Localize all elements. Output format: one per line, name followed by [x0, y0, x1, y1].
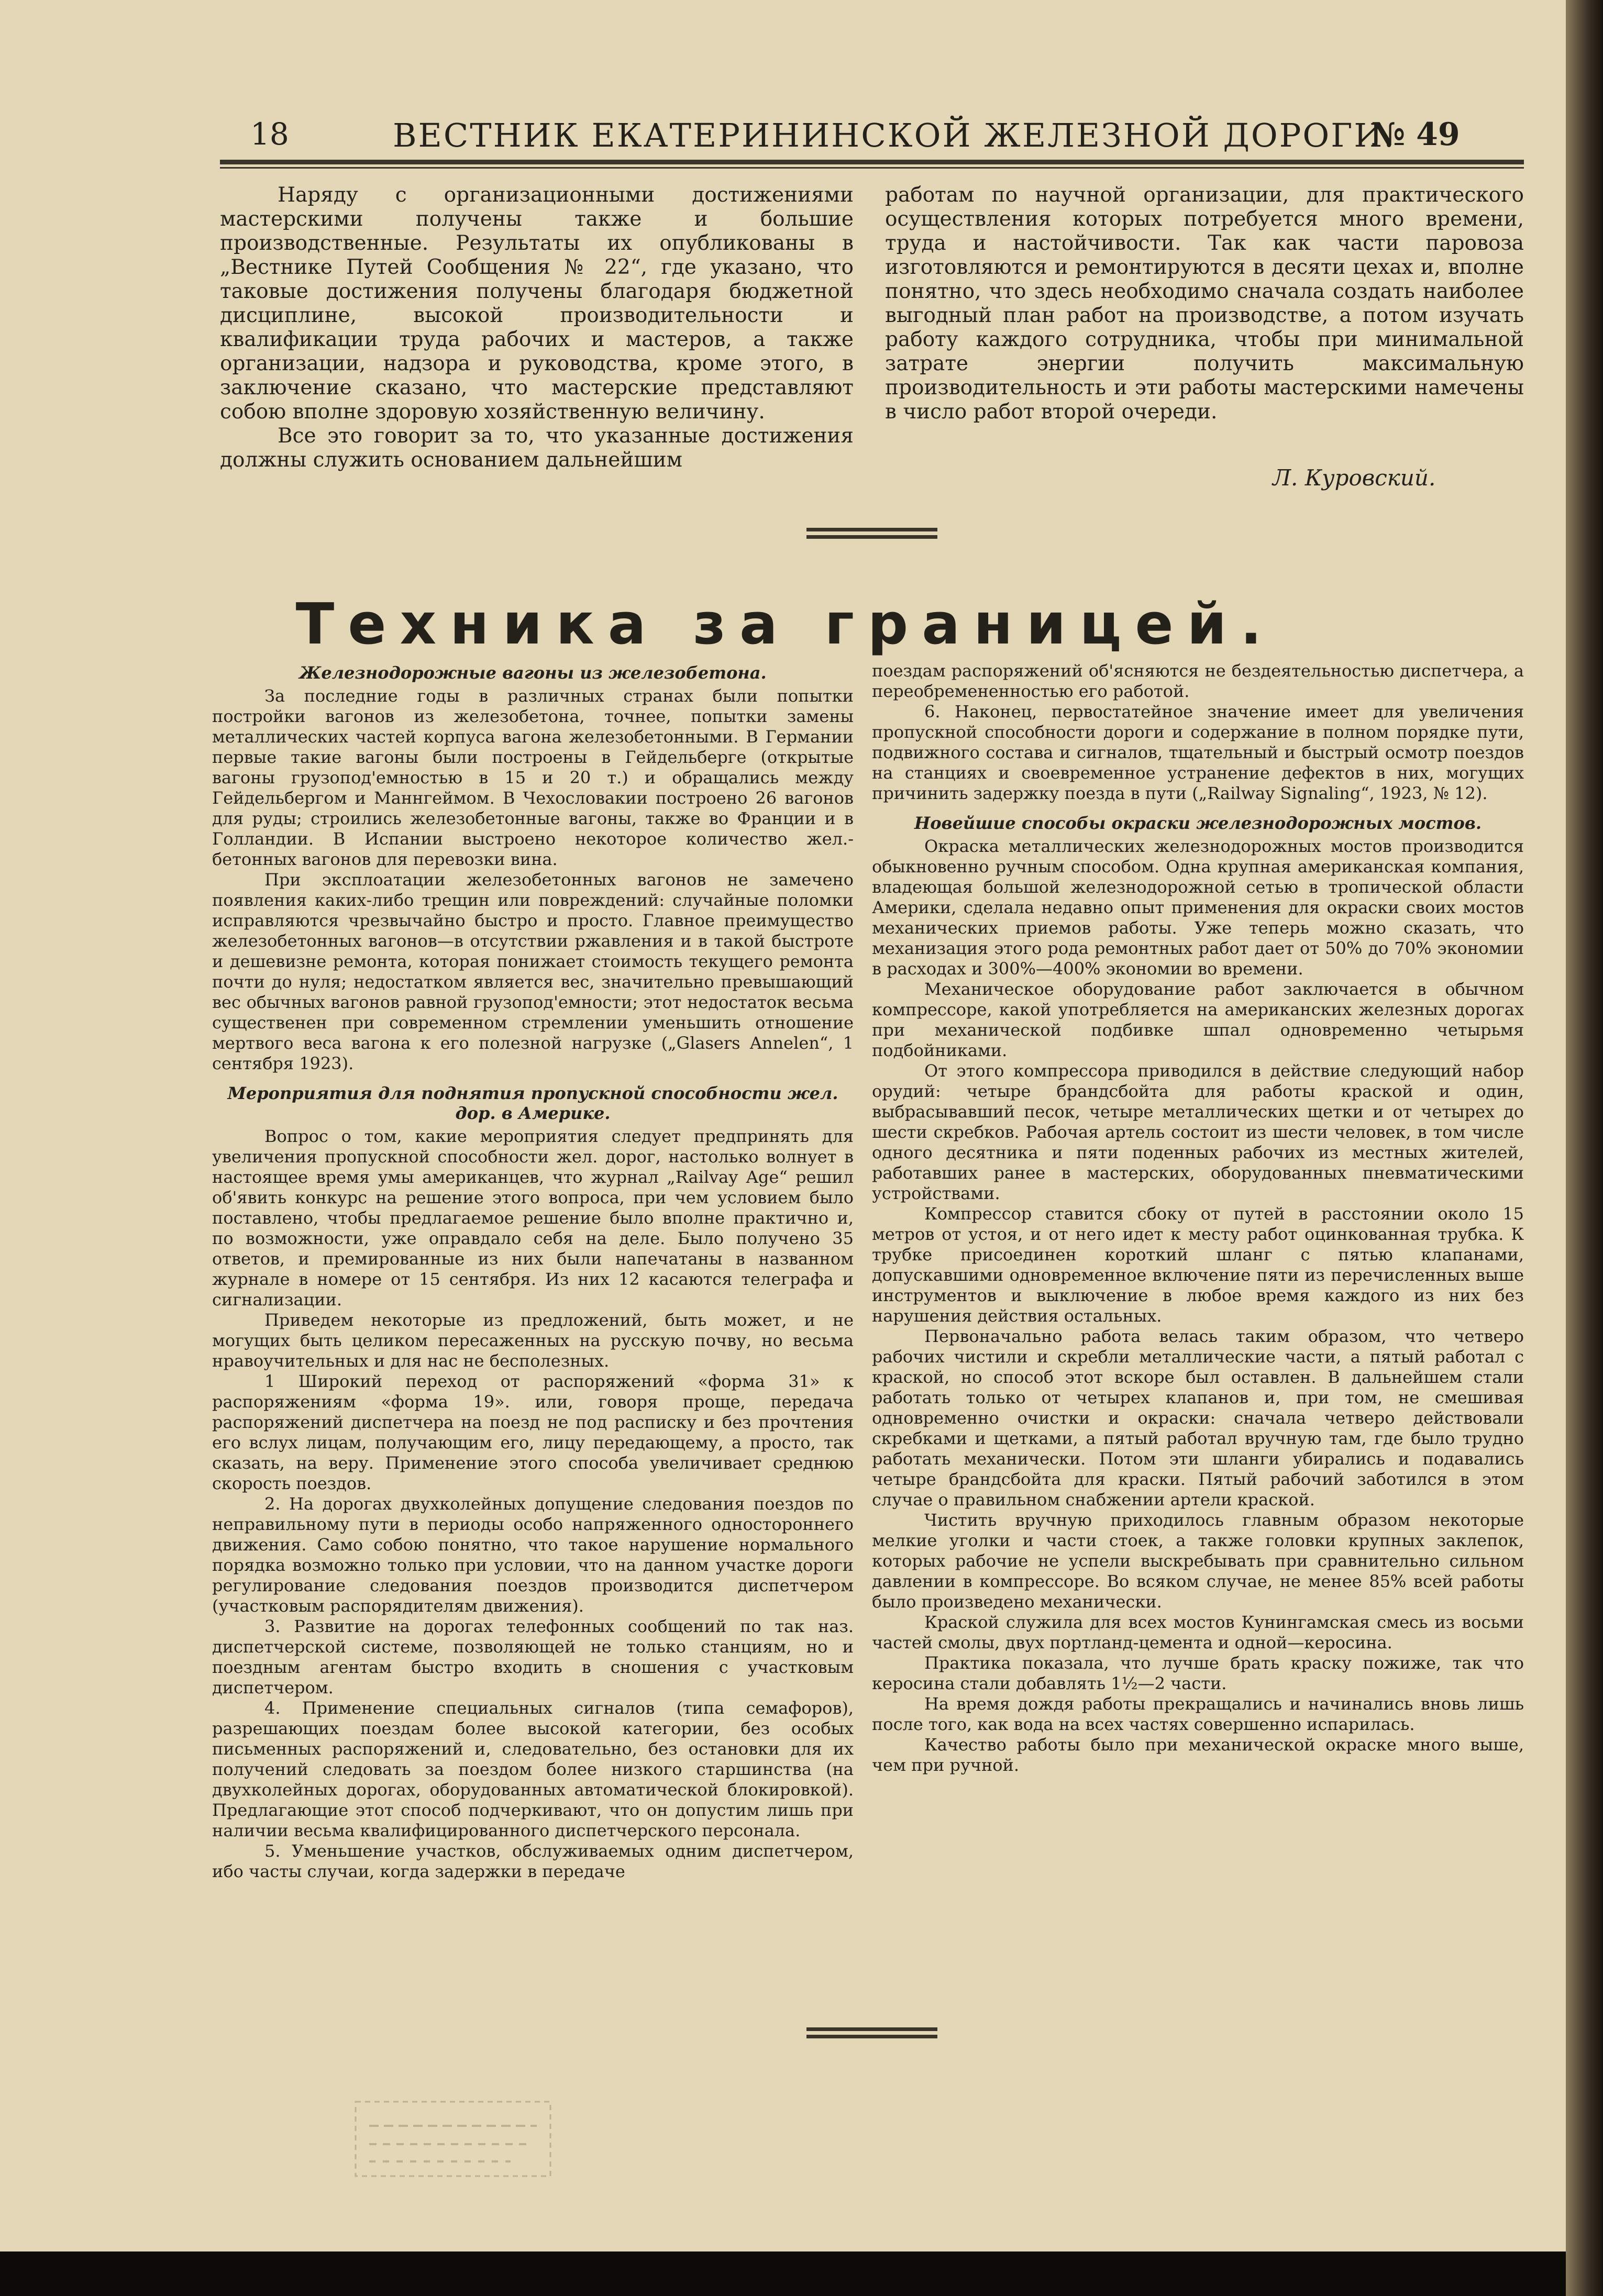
book-spine-edge [1566, 0, 1603, 2296]
paragraph: Вопрос о том, какие мероприятия следует предпринять для увеличения пропускной способности жел. дорог, настолько волнует в настоящее время умы американцев, что журнал „Railvay Age“ решил об'явить конкурс на решение этого вопроса, при чем условием было поставлено, чтобы предлагаемое решение было вполне практично и, по возможности, уже оправдало себя на деле. Было получено 35 ответов, и премированные из них были напечатаны в названном журнале в номере от 15 сентября. Из них 12 касаются телеграфа и сигнализации. [212, 1126, 854, 1310]
lower-right-column [872, 661, 1524, 1776]
paragraph: Механическое оборудование работ заключается в обычном компрессоре, какой употребляется на американских железных дорогах при механической подбивке шпал одновременно четырьмя подбойниками. [872, 979, 1524, 1060]
article-heading: Мероприятия для поднятия пропускной способности жел. дор. в Америке. [227, 1083, 838, 1123]
paragraph: 1 Широкий переход от распоряжений «форма 31» к распоряжениям «форма 19». или, говоря проще, передача распоряжений диспетчера на поезд не под расписку и без прочтения его вслух лицам, получающим его, лицу передающему, а просто, так сказать, на веру. Применение этого способа увеличивает среднюю скорость поездов. [212, 1371, 854, 1493]
paragraph: работам по научной организации, для практического осуществления которых потребуется много времени, труда и настойчивости. Так как части паровоза изготовляются и ремонтируются в десяти цехах и, вполне понятно, что здесь необходимо сначала создать наиболее выгодный план работ на производстве, а потом изучать работу каждого сотрудника, чтобы при минимальной затрате энергии получить максимальную производительность и эти работы мастерскими намечены в число работ второй очереди. [885, 183, 1524, 424]
paragraph: поездам распоряжений об'ясняются не бездеятельностью диспетчера, а переобремененностью его работой. [872, 661, 1524, 701]
section-divider [806, 528, 937, 531]
issue-number: № 49 [1371, 116, 1460, 153]
paragraph: 6. Наконец, первостатейное значение имеет для увеличения пропускной способности дороги и содержание в полном порядке пути, подвижного состава и сигналов, тщательный и быстрый осмотр поездов на станциях и своевременное устранение дефектов в них, могущих причинить задержку поезда в пути („Railway Signaling“, 1923, № 12). [872, 702, 1524, 803]
paragraph: Приведем некоторые из предложений, быть может, и не могущих быть целиком пересаженных на русскую почву, но весьма нравоучительных и для нас не бесполезных. [212, 1310, 854, 1371]
upper-article-right-column [885, 183, 1524, 424]
upper-article-left-column [220, 183, 854, 472]
paragraph: Чистить вручную приходилось главным образом некоторые мелкие уголки и части стоек, а также головки крупных заклепок, которых рабочие не успели выскребывать при сравнительно сильном давлении в компрессоре. Во всяком случае, не менее 85% всей работы было произведено механически. [872, 1510, 1524, 1612]
paragraph: Компрессор ставится сбоку от путей в расстоянии около 15 метров от устоя, и от него идет к месту работ оцинкованная трубка. К трубке присоединен короткий шланг с пятью клапанами, допускавшими одновременное включение пяти из перечисленных выше инструментов и выключение в любое время каждого из них без нарушения действия остальных. [872, 1204, 1524, 1326]
paragraph: 4. Применение специальных сигналов (типа семафоров), разрешающих поездам более высокой категории, без особых письменных распоряжений и, следовательно, без остановки для их получений следовать за поездом более низкого старшинства (на двухколейных дорогах, оборудованных автоматической блокировкой). Предлагающие этот способ подчеркивают, что он допустим лишь при наличии весьма квалифицированного диспетчерского персонала. [212, 1698, 854, 1840]
end-divider [806, 2035, 937, 2038]
author-signature: Л. Куровский. [1273, 465, 1436, 491]
faded-library-stamp [353, 2100, 552, 2178]
paragraph: От этого компрессора приводился в действие следующий набор орудий: четыре брандсбойта для работы краской и один, выбрасывавший песок, четыре металлических щетки и от четырех до шести скребков. Рабочая артель состоит из шести человек, в том числе одного десятника и пяти поденных рабочих из местных жителей, работавших ранее в мастерских, оборудованных пневматическими устройствами. [872, 1061, 1524, 1203]
section-title: Техника за границей. [295, 592, 1276, 657]
section-divider [806, 535, 937, 539]
paragraph: Краской служила для всех мостов Кунингамская смесь из восьми частей смолы, двух портланд-цемента и одной—керосина. [872, 1612, 1524, 1652]
paragraph: При эксплоатации железобетонных вагонов не замечено появления каких-либо трещин или повреждений: случайные поломки исправляются чрезвычайно быстро и просто. Главное преимущество железобетонных вагонов—в отсутствии ржавления и в такой быстроте и дешевизне ремонта, которая понижает стоимость текущего ремонта почти до нуля; недостатком является вес, значительно превышающий вес обычных вагонов равной грузопод'емности; этот недостаток весьма существенен при современном стремлении уменьшить отношение мертвого веса вагона к его полезной нагрузке („Glasers Annelen“, 1 сентября 1923). [212, 870, 854, 1073]
journal-title: ВЕСТНИК ЕКАТЕРИНИНСКОЙ ЖЕЛЕЗНОЙ ДОРОГИ. [393, 116, 1396, 154]
paragraph: Практика показала, что лучше брать краску пожиже, так что керосина стали добавлять 1½—2 части. [872, 1653, 1524, 1693]
paragraph: 5. Уменьшение участков, обслуживаемых одним диспетчером, ибо часты случаи, когда задержки в передаче [212, 1841, 854, 1881]
paragraph: Окраска металлических железнодорожных мостов производится обыкновенно ручным способом. Одна крупная американская компания, владеющая большой железнодорожной сетью в тропической области Америки, сделала недавно опыт применения для окраски своих мостов механических приемов работы. Уже теперь можно сказать, что механизация этого рода ремонтных работ дает от 50% до 70% экономии в расходах и 300%—400% экономии во времени. [872, 836, 1524, 979]
lower-left-column [212, 661, 854, 1882]
paragraph: 2. На дорогах двухколейных допущение следования поездов по неправильному пути в периоды особо напряженного одностороннего движения. Само собою понятно, что такое нарушение нормального порядка возможно только при условии, что на данном участке дороги регулирование следования поездов производится диспетчером (участковым распорядителям движения). [212, 1494, 854, 1616]
header-rule-thin [220, 167, 1524, 169]
paragraph: Качество работы было при механической окраске много выше, чем при ручной. [872, 1735, 1524, 1775]
paragraph: Наряду с организационными достижениями мастерскими получены также и большие производственные. Результаты их опубликованы в „Вестнике Путей Сообщения № 22“, где указано, что таковые достижения получены благодаря бюджетной дисциплине, высокой производительности и квалификации труда рабочих и мастеров, а также организации, надзора и руководства, кроме этого, в заключение сказано, что мастерские представляют собою вполне здоровую хозяйственную величину. [220, 183, 854, 424]
paragraph: 3. Развитие на дорогах телефонных сообщений по так наз. диспетчерской системе, позволяющей не только станциям, но и поездным агентам быстро входить в сношения с участковым диспетчером. [212, 1616, 854, 1698]
paragraph: Первоначально работа велась таким образом, что четверо рабочих чистили и скребли металлические части, а пятый работал с краской, но способ этот вскоре был оставлен. В дальнейшем стали работать только от четырех клапанов и, при том, не смешивая одновременно очистки и окраски: сначала четверо действовали скребками и щетками, а пятый работал вручную там, где было трудно работать механически. Потом эти шланги убирались и подавались четыре брандсбойта для краски. Пятый рабочий заботился в этом случае о правильном снабжении артели краской. [872, 1326, 1524, 1510]
end-divider [806, 2027, 937, 2031]
article-heading: Новейшие способы окраски железнодорожных мостов. [914, 813, 1482, 833]
paragraph: На время дождя работы прекращались и начинались вновь лишь после того, как вода на всех частях совершенно испарилась. [872, 1694, 1524, 1734]
paragraph: За последние годы в различных странах были попытки постройки вагонов из железобетона, точнее, попытки замены металлических частей корпуса вагона железобетонными. В Германии первые такие вагоны были построены в Гейдельберге (открытые вагоны грузопод'емностью в 15 и 20 т.) и обращались между Гейдельбергом и Маннгеймом. В Чехословакии построено 26 вагонов для руды; строились железобетонные вагоны, также во Франции и в Голландии. В Испании выстроено некоторое количество жел.-бетонных вагонов для перевозки вина. [212, 686, 854, 869]
article-heading: Железнодорожные вагоны из железобетона. [299, 663, 767, 683]
header-rule-thick [220, 160, 1524, 164]
paragraph: Все это говорит за то, что указанные достижения должны служить основанием дальнейшим [220, 424, 854, 472]
page-number: 18 [250, 116, 289, 152]
